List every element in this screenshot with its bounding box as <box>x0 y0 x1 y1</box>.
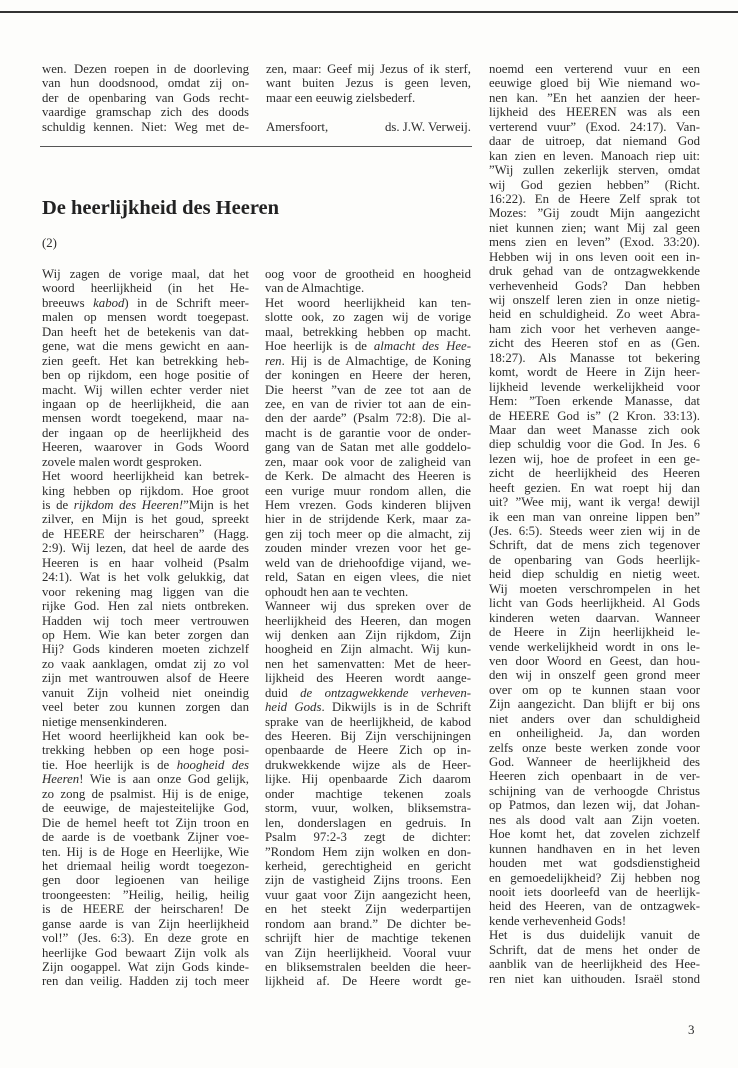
signature-author: ds. J.W. Verweij. <box>384 120 471 134</box>
article-title: De heerlijkheid des Heeren <box>42 197 280 219</box>
text-line: kan zien en leven. Manoach riep uit: <box>489 148 700 163</box>
article-column-2 <box>265 267 471 989</box>
text-line: reld, Satan en eigen vlees, die niet <box>265 570 471 585</box>
text-segment: breeuws <box>42 295 94 310</box>
text-line: schijning van de verhoogde Christus <box>489 783 700 798</box>
text-line: de Heere in Zijn heerlijkheid le- <box>489 625 700 640</box>
text-line: 2:9). Wij lezen, dat heel de aarde des <box>42 541 249 556</box>
text-segment: Hoe heerlijk is de <box>265 339 374 354</box>
text-line: wen. Dezen roepen in de doorleving <box>42 62 249 76</box>
text-segment: duid <box>265 685 301 700</box>
text-line <box>42 758 249 772</box>
text-segment: . Dikwijls is in de Schrift <box>321 700 471 715</box>
text-line: len, donderslagen en gedruis. In <box>265 815 471 830</box>
text-line: trekking hebben op een hoge posi- <box>42 743 249 758</box>
text-line: Maar dan weet Manasse zich ook <box>489 422 700 437</box>
text-line: Hij? Gods kinderen moeten zichzelf <box>42 642 249 657</box>
text-line: zicht des Heeren stof en as (Gen. <box>489 336 700 351</box>
text-line: der koningen en Heere der heren, <box>265 368 471 383</box>
italic-emphasis: hoogheid des <box>176 757 249 772</box>
text-line: verterend vuur” (Exod. 24:17). Van- <box>489 119 700 134</box>
article-column-1 <box>42 267 249 989</box>
text-line: op Patmos, dan lezen wij, dat Johan- <box>489 798 700 813</box>
text-line: nooit iets doorleefd van de heerlijk- <box>489 884 700 899</box>
text-line: storm, vuur, wolken, bliksemstra- <box>265 801 471 816</box>
text-line: ham zich voor het verheven aange- <box>489 321 700 336</box>
text-line: Die heerst ”van de zee tot aan de <box>265 382 471 397</box>
text-line <box>265 354 471 368</box>
text-line: Psalm 97:2-3 zegt de dichter: <box>265 830 471 845</box>
text-line: diep schuldig voor die God. In Jes. 6 <box>489 437 700 452</box>
text-line: der de openbaring van Gods recht- <box>42 90 249 105</box>
text-line: wij denken aan Zijn rijkdom, Zijn <box>265 627 471 642</box>
signature-row <box>266 120 471 135</box>
text-line: Het woord heerlijkheid kan betrek- <box>42 469 249 484</box>
text-line: noemd een verterend vuur en een <box>489 62 700 76</box>
text-line: (Jes. 6:5). Steeds weer zien wij in de <box>489 524 700 538</box>
previous-article-column-1 <box>42 62 249 134</box>
text-line: Het is dus duidelijk vanuit de <box>489 928 700 943</box>
italic-emphasis: heid Gods <box>265 700 322 715</box>
text-line: Hem vrezen. Gods kinderen blijven <box>265 498 471 512</box>
text-line: maal, betrekking hebben op macht. <box>265 324 471 339</box>
italic-emphasis: rijkdom des Heeren! <box>73 498 184 512</box>
text-line: den wij in onszelf geen grond meer <box>489 668 700 683</box>
text-line: wij God gezien hebben” (Richt. <box>489 177 700 192</box>
italic-emphasis: de ontzagwekkende verheven- <box>300 685 471 700</box>
text-line: vaardige gramschap zich des doods <box>42 105 249 120</box>
text-line: daar de uitroep, dat niemand God <box>489 134 700 149</box>
text-line: gen zij toch meer op die almacht, zij <box>265 526 471 541</box>
text-line: kerheid, gerechtigheid en gericht <box>265 858 471 873</box>
text-line: de openbaring van Gods heerlijk- <box>489 552 700 567</box>
text-line: verhevenheid Gods? Dan hebben <box>489 278 700 293</box>
text-line: lezen wij, hoe de profeet in een ge- <box>489 451 700 466</box>
text-line: Het woord heerlijkheid kan ook be- <box>42 729 249 743</box>
text-line: Wij moeten verschrompelen in het <box>489 581 700 596</box>
text-line: ren dan veilig. Hadden zij toch meer <box>42 974 249 989</box>
text-line: en het steekt Zijn wederpartijen <box>265 902 471 917</box>
text-line: lijkheid levende werkelijkheid voor <box>489 379 700 394</box>
text-line: is de HEERE der heirscharen! De <box>42 902 249 917</box>
text-line: kende verhevenheid Gods! <box>489 913 627 928</box>
text-line <box>42 772 249 786</box>
text-line: 18:27). Als Manasse tot bekering <box>489 350 700 365</box>
text-line: ben op rijkdom, een hoge positie of <box>42 368 249 383</box>
text-line <box>42 296 249 310</box>
previous-article-column-2 <box>266 62 471 105</box>
text-line: licht van Gods heerlijkheid. Al Gods <box>489 596 700 611</box>
text-segment: . Hij is de Almachtige, de Koning <box>281 353 471 368</box>
text-line: Het woord heerlijkheid kan ten- <box>265 295 471 310</box>
text-line: Hem: ”Toen erkende Manasse, dat <box>489 394 700 409</box>
text-line: nen het samenvatten: Met de heer- <box>265 656 471 671</box>
text-line: gang van de Satan met alle goddelo- <box>265 440 471 455</box>
text-line: zen, maar ook voor de zaligheid van <box>265 454 471 469</box>
text-segment: ”Mijn is het <box>183 498 249 512</box>
text-line: Schrift, dat de mens zich tegenover <box>489 538 700 553</box>
text-line: houden met wat godsdienstigheid <box>489 856 700 871</box>
text-line: Mozes: ”Gij zoudt Mijn aangezicht <box>489 206 700 221</box>
text-line: heerlijke God bewaart Zijn volk als <box>42 945 249 960</box>
text-line: Dan heeft het de betekenis van dat- <box>42 324 249 339</box>
text-line: zee, en van de rivier tot aan de ein- <box>265 396 471 411</box>
text-line: Heeren zich openbaart in de ver- <box>489 769 700 784</box>
text-line: ophoudt hen aan te vechten. <box>265 584 409 599</box>
text-line: ingaan op de heerlijkheid, die aan <box>42 396 249 411</box>
text-line: Heeren, waarover in Gods Woord <box>42 440 249 455</box>
paragraph <box>42 469 249 729</box>
text-line: Die de hemel heeft tot Zijn troon en <box>42 815 249 830</box>
text-line: openbaarde de Heere Zich op in- <box>265 743 471 758</box>
text-line: macht. Wij willen echter verder niet <box>42 382 249 397</box>
text-line: zilver, en Mijn is het goud, spreekt <box>42 512 249 527</box>
text-segment: ! Wie is aan onze God gelijk, <box>79 772 249 787</box>
text-line: van de Almachtige. <box>265 281 365 296</box>
text-line: de eeuwige, de majesteitelijke God, <box>42 801 249 816</box>
text-line: vanuit Zijn volheid niet oneindig <box>42 685 249 700</box>
paragraph <box>42 729 249 989</box>
text-line: druk gehad van de ontzagwekkende <box>489 264 700 279</box>
text-line: en bliksemstralen beelden die heer- <box>265 960 471 974</box>
text-line: komt, wordt de Heere in Zijn heer- <box>489 365 700 380</box>
paragraph <box>265 599 471 989</box>
text-line: en onheiligheid. Ja, dan worden <box>489 726 700 741</box>
text-line: zijn met wantrouwen alsof de Heere <box>42 671 249 686</box>
text-line: gen door legioenen van heilige <box>42 873 249 888</box>
paragraph <box>489 62 700 928</box>
text-line: Hadden wij toch meer vertrouwen <box>42 613 249 628</box>
text-line: maar een eeuwig zielsbederf. <box>266 90 416 105</box>
page-number: 3 <box>688 1022 695 1037</box>
text-line <box>265 686 471 700</box>
text-line: het driemaal heilig wordt toegezon- <box>42 858 249 873</box>
text-line: een vurige muur rondom allen, die <box>265 483 471 498</box>
text-line: zouden minder vrezen voor het ge- <box>265 541 471 556</box>
text-line: lijkheid af. De Heere wordt ge- <box>265 974 471 989</box>
text-line <box>265 339 471 353</box>
text-line: niet kunnen zien; want Mij zal geen <box>489 220 700 235</box>
text-line: rondom aan brand.” De dichter be- <box>265 916 471 931</box>
text-line: onder machtige tekenen zoals <box>265 786 471 801</box>
text-line: vol!” (Jes. 6:3). En deze grote en <box>42 931 249 946</box>
text-line: veel beter zou kunnen zorgen dan <box>42 700 249 715</box>
text-line: Heeren is en haar volheid (Psalm <box>42 555 249 570</box>
text-line: zijn de vastigheid Zijns troons. Een <box>265 873 471 888</box>
article-part-number: (2) <box>42 236 57 250</box>
text-line: heid en schuldigheid. Zo weet Abra- <box>489 307 700 322</box>
text-line: hier in de strijdende Kerk, maar za- <box>265 512 471 527</box>
text-line: lijke. Hij openbaarde Zich daarom <box>265 772 471 787</box>
text-line: weld van de driehoofdige vijand, we- <box>265 555 471 570</box>
text-line: Zijn oogappel. Wat zijn Gods kinde- <box>42 960 249 974</box>
italic-emphasis: ren <box>265 353 282 368</box>
text-line: de aarde is de voetbank Zijner voe- <box>42 830 249 845</box>
signature-place: Amersfoort, <box>266 120 329 134</box>
text-line: macht is de garantie voor de onder- <box>265 425 471 440</box>
text-line: kunnen handhaven en in het leven <box>489 841 700 856</box>
italic-emphasis: kabod <box>93 295 125 310</box>
paragraph <box>266 62 471 105</box>
text-line: nen kan. ”En het aanzien der heer- <box>489 90 700 105</box>
text-line: aanblik van de heerlijkheid des Hee- <box>489 957 700 972</box>
text-line: ren niet kan uithouden. Israël stond <box>489 971 700 986</box>
text-line: troongeesten: ”Heilig, heilig, heilig <box>42 887 249 902</box>
italic-emphasis: almacht des Hee- <box>373 339 471 354</box>
text-line: 16:22). En de Heere Zelf sprak tot <box>489 191 700 206</box>
italic-emphasis: Heeren <box>42 772 80 787</box>
text-line: Schrift, dat de mens het onder de <box>489 942 700 957</box>
text-line: en gemoedelijkheid? Zij hebben nog <box>489 870 700 885</box>
text-line: nietige mensenkinderen. <box>42 714 168 729</box>
text-line: vuur gaat voor Zijn aangezicht heen, <box>265 887 471 902</box>
text-line: over om op te kunnen staan voor <box>489 682 700 697</box>
text-line: hoogheid en Zijn almacht. Wij kun- <box>265 642 471 657</box>
text-line: heerlijkheid des Heeren, dan mogen <box>265 613 471 628</box>
text-line: niet anders over dan schuldigheid <box>489 711 700 726</box>
text-line: ik een man van onreine lippen ben” <box>489 509 700 524</box>
text-line: woord heerlijkheid (in het He- <box>42 281 249 296</box>
text-line: slotte ook, zo zagen wij de vorige <box>265 310 471 325</box>
text-line: heeft gezien. En wat roept hij dan <box>489 480 700 495</box>
text-line: mensen wordt toegekend, maar na- <box>42 411 249 426</box>
text-line: zo zong de psalmist. Hij is de enige, <box>42 786 249 801</box>
article-column-3 <box>489 62 700 986</box>
text-line: gene, wat die mens gewicht en aan- <box>42 339 249 354</box>
text-line: Wij zagen de vorige maal, dat het <box>42 267 249 281</box>
text-line: God. Wanneer de heerlijkheid des <box>489 755 700 769</box>
text-line: lijkheid des HEEREN was als een <box>489 105 700 120</box>
text-line: king hebben op rijkdom. Hoe groot <box>42 483 249 498</box>
text-line: schuldig kennen. Niet: Weg met de- <box>42 119 249 134</box>
text-line: de HEERE der heirscharen” (Hagg. <box>42 526 249 541</box>
text-line: sprake van de heerlijkheid, de kabod <box>265 714 471 729</box>
paragraph <box>489 928 700 986</box>
text-line: des Heeren. Bij Zijn verschijningen <box>265 729 471 743</box>
text-line: den der aarde” (Psalm 72:8). Die al- <box>265 411 471 426</box>
text-line: ganse aarde is van Zijn heerlijkheid <box>42 916 249 931</box>
text-segment: tie. Hoe heerlijk is de <box>42 757 177 772</box>
text-line: malen op mensen wordt toegepast. <box>42 310 249 325</box>
text-segment: is de <box>42 498 74 512</box>
text-segment: ) in de Schrift meer- <box>124 295 249 310</box>
paragraph <box>42 267 249 469</box>
text-line: Hebben wij in ons leven ooit een in- <box>489 249 700 264</box>
text-line: drukwekkende wijze als de Heer- <box>265 757 471 772</box>
text-line: heid des Heeren, van de ontzagwek- <box>489 899 700 914</box>
text-line: Hoe komt het, dat zovelen zichzelf <box>489 827 700 842</box>
text-line: 24:1). Wat is het volk gelukkig, dat <box>42 570 249 585</box>
text-line: kinderen weten daarvan. Wanneer <box>489 610 700 625</box>
text-line: van hun doodsnood, omdat zij on- <box>42 76 249 91</box>
text-line: ”Wij zullen zekerlijk sterven, omdat <box>489 163 700 178</box>
text-line: de Kerk. De almacht des Heeren is <box>265 469 471 484</box>
text-line: voor rekening mag liggen van die <box>42 584 249 599</box>
text-line: op Hem. Wie kan beter zorgen dan <box>42 627 249 642</box>
text-line: want buiten Jezus is geen leven, <box>266 76 471 91</box>
text-line: zo vaak aanklagen, omdat zij zo vol <box>42 656 249 671</box>
text-line: de HEERE God is” (2 Kron. 33:13). <box>489 408 700 423</box>
text-line: mens zien en leven” (Exod. 33:20). <box>489 235 700 250</box>
text-line: zelfs onze beste werken zonde voor <box>489 740 700 755</box>
text-line: ven door Woord en Geest, dan hou- <box>489 653 700 668</box>
text-line: zovele malen wordt gesproken. <box>42 454 202 469</box>
text-line: ten. Hij is de Hoge en Heerlijke, Wie <box>42 844 249 859</box>
text-line: zen, maar: Geef mij Jezus of ik sterf, <box>266 62 471 76</box>
text-line: vende werkelijkheid wordt in ons le- <box>489 639 700 654</box>
text-line: zicht de heerlijkheid des Heeren <box>489 466 700 481</box>
text-line: zien geeft. Het kan betrekking heb- <box>42 353 249 368</box>
text-line: van Zijn heerlijkheid. Vooral vuur <box>265 945 471 960</box>
text-line <box>42 498 249 512</box>
text-line: wij onszelf leren zien in onze nietig- <box>489 293 700 307</box>
scan-edge-line <box>0 11 738 13</box>
text-line: schrijft hier de machtige tekenen <box>265 931 471 946</box>
text-line: eeuwige gloed bij Wie niemand wo- <box>489 76 700 91</box>
section-divider <box>40 146 472 147</box>
text-line: nes als dood valt aan Zijn voeten. <box>489 812 700 827</box>
text-line <box>265 700 471 714</box>
text-line: der ingaan op de heerlijkheid des <box>42 425 249 440</box>
text-line: ”Rondom Hem zijn wolken en don- <box>265 844 471 859</box>
text-line: uit? ”Wee mij, want ik verga! dewijl <box>489 495 700 510</box>
text-line: lijkheid des Heeren wordt aange- <box>265 671 471 686</box>
text-line: Zijn aangezicht. Dan blijft er bij ons <box>489 697 700 712</box>
paragraph <box>42 62 249 134</box>
paragraph <box>265 267 471 296</box>
paragraph <box>265 296 471 599</box>
text-line: rijke God. Hen zal niets ontbreken. <box>42 599 249 614</box>
text-line: heid diep schuldig en nietig weet. <box>489 567 700 582</box>
text-line: oog voor de grootheid en hoogheid <box>265 267 471 281</box>
text-line: Wanneer wij dus spreken over de <box>265 599 471 614</box>
